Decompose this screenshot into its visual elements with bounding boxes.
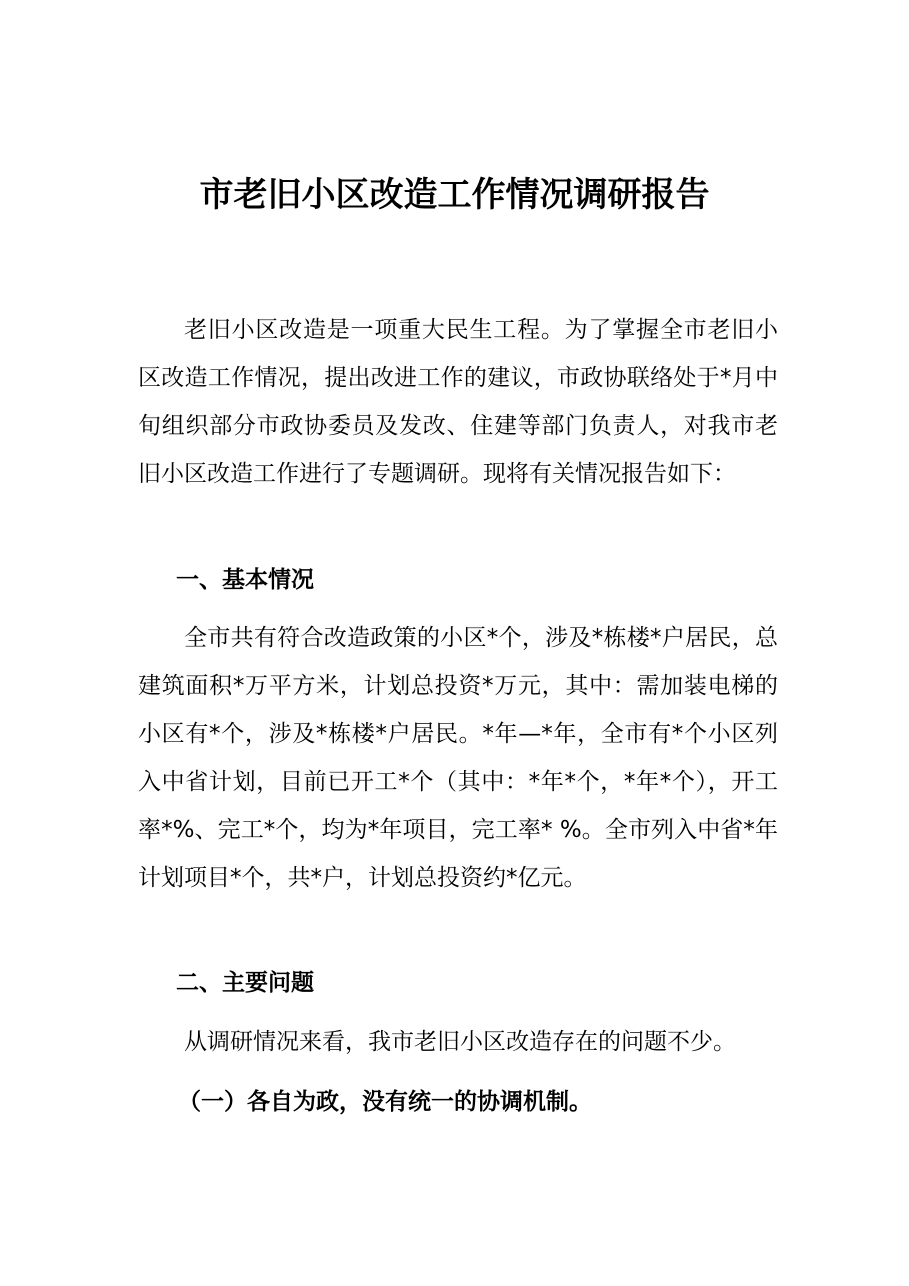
problems-paragraph: 从调研情况来看，我市老旧小区改造存在的问题不少。 (184, 1029, 736, 1055)
document-title: 市老旧小区改造工作情况调研报告 (199, 175, 710, 215)
subsection-heading-1: （一）各自为政，没有统一的协调机制。 (178, 1089, 592, 1115)
section-heading-problems: 二、主要问题 (176, 970, 314, 996)
section-heading-basic: 一、基本情况 (176, 567, 314, 593)
intro-paragraph: 老旧小区改造是一项重大民生工程。为了掌握全市老旧小区改造工作情况，提出改进工作的建议，市政协联络处于*月中旬组织部分市政协委员及发改、住建等部门负责人，对我市老旧小区改造工作进行了专题调研。现将有关情况报告如下： (138, 317, 778, 487)
basic-situation-paragraph: 全市共有符合改造政策的小区*个，涉及*栋楼*户居民，总建筑面积*万平方米，计划总投资*万元，其中：需加装电梯的小区有*个，涉及*栋楼*户居民。*年—*年，全市有*个小区列入中省计划，目前已开工*个（其中：*年*个，*年*个），开工率*%、完工*个，均为*年项目，完工率* %。全市列入中省*年计划项目*个，共*户，计划总投资约*亿元。 (138, 625, 778, 891)
